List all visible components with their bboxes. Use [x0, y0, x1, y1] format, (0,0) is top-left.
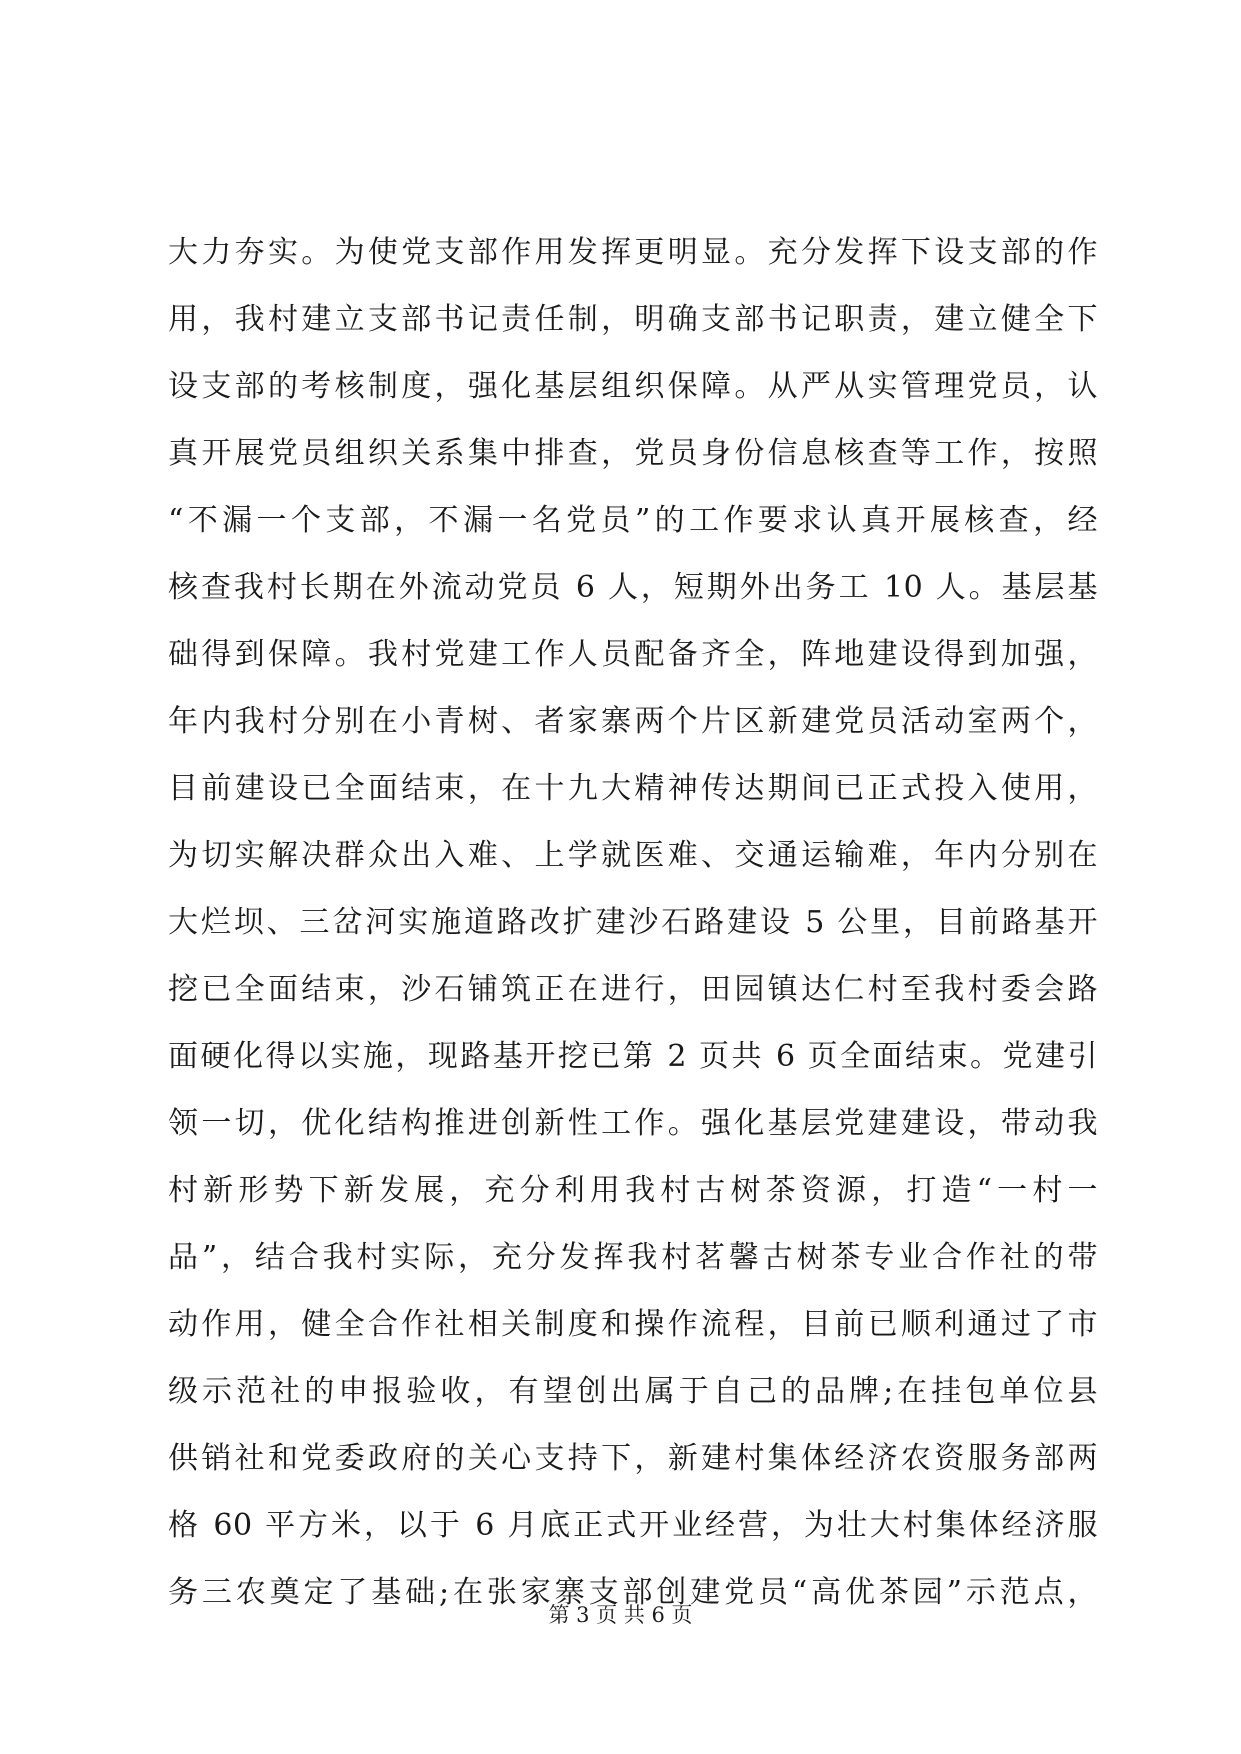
text-line: 供销社和党委政府的关心支持下，新建村集体经济农资服务部两	[168, 1441, 1098, 1476]
text-line: 务三农奠定了基础;在张家寨支部创建党员“高优茶园”示范点，	[168, 1575, 1098, 1610]
body-text	[168, 234, 1098, 1641]
text-line: 用，我村建立支部书记责任制，明确支部书记职责，建立健全下	[168, 302, 1098, 337]
text-line: 品”，结合我村实际，充分发挥我村茗馨古树茶专业合作社的带	[168, 1240, 1098, 1275]
text-line: 础得到保障。我村党建工作人员配备齐全，阵地建设得到加强，	[168, 637, 1098, 672]
text-line: 真开展党员组织关系集中排查，党员身份信息核查等工作，按照	[168, 436, 1098, 471]
page-footer: 第 3 页 共 6 页	[548, 1603, 693, 1627]
text-line: 目前建设已全面结束，在十九大精神传达期间已正式投入使用，	[168, 771, 1098, 806]
text-line: “不漏一个支部，不漏一名党员”的工作要求认真开展核查，经	[168, 503, 1098, 538]
text-line: 挖已全面结束，沙石铺筑正在进行，田园镇达仁村至我村委会路	[168, 972, 1098, 1007]
text-line: 领一切，优化结构推进创新性工作。强化基层党建建设，带动我	[168, 1106, 1098, 1141]
text-line: 大烂坝、三岔河实施道路改扩建沙石路建设 5 公里，目前路基开	[168, 905, 1098, 940]
text-line: 核查我村长期在外流动党员 6 人，短期外出务工 10 人。基层基	[168, 570, 1098, 605]
text-line: 动作用，健全合作社相关制度和操作流程，目前已顺利通过了市	[168, 1307, 1098, 1342]
text-line: 级示范社的申报验收，有望创出属于自己的品牌;在挂包单位县	[168, 1374, 1098, 1409]
text-line: 格 60 平方米，以于 6 月底正式开业经营，为壮大村集体经济服	[168, 1508, 1098, 1543]
text-line: 面硬化得以实施，现路基开挖已第 2 页共 6 页全面结束。党建引	[168, 1039, 1098, 1074]
text-line: 大力夯实。为使党支部作用发挥更明显。充分发挥下设支部的作	[168, 235, 1098, 270]
text-line: 为切实解决群众出入难、上学就医难、交通运输难，年内分别在	[168, 838, 1098, 873]
text-line: 年内我村分别在小青树、者家寨两个片区新建党员活动室两个，	[168, 704, 1098, 739]
text-line: 村新形势下新发展，充分利用我村古树茶资源，打造“一村一	[168, 1173, 1098, 1208]
text-line: 设支部的考核制度，强化基层组织保障。从严从实管理党员，认	[168, 369, 1098, 404]
